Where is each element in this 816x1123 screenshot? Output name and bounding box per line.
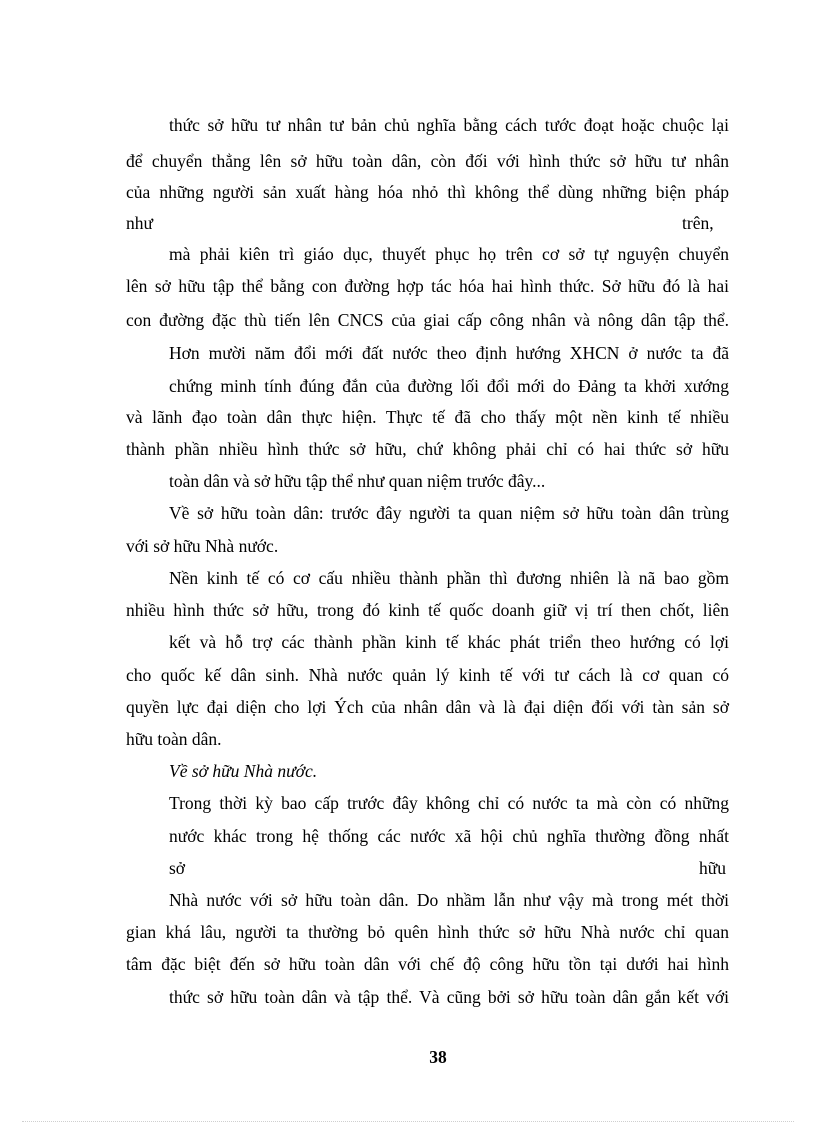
text-line: quyền lực đại diện cho lợi Ých của nhân dân và là đại diện đối với tàn sản sở [126, 697, 729, 717]
text-line: sở [169, 858, 186, 878]
text-line: hữu toàn dân. [126, 729, 222, 749]
text-line: Nhà nước với sở hữu toàn dân. Do nhầm lẫn như vậy mà trong mét thời [169, 890, 729, 910]
text-line: Hơn mười năm đổi mới đất nước theo định hướng XHCN ở nước ta đã [169, 343, 729, 363]
text-line: cho quốc kế dân sinh. Nhà nước quản lý kinh tế với tư cách là cơ quan có [126, 665, 729, 685]
text-line: tâm đặc biệt đến sở hữu toàn dân với chế độ công hữu tồn tại dưới hai hình [126, 954, 729, 974]
text-line: lên sở hữu tập thể bằng con đường hợp tác hóa hai hình thức. Sở hữu đó là hai [126, 276, 729, 296]
text-line: gian khá lâu, người ta thường bỏ quên hình thức sở hữu Nhà nước chỉ quan [126, 922, 729, 942]
text-line: như [126, 213, 153, 233]
text-line: chứng minh tính đúng đắn của đường lối đổi mới do Đảng ta khởi xướng [169, 376, 729, 396]
text-line: nhiều hình thức sở hữu, trong đó kinh tế quốc doanh giữ vị trí then chốt, liên [126, 600, 729, 620]
text-line: của những người sản xuất hàng hóa nhỏ thì không thể dùng những biện pháp [126, 182, 729, 202]
text-line: mà phải kiên trì giáo dục, thuyết phục họ trên cơ sở tự nguyện chuyển [169, 244, 729, 264]
text-line: toàn dân và sở hữu tập thể như quan niệm trước đây... [169, 471, 546, 491]
text-line: thức sở hữu toàn dân và tập thể. Và cũng bởi sở hữu toàn dân gắn kết với [169, 987, 729, 1007]
text-line: thức sở hữu tư nhân tư bản chủ nghĩa bằng cách tước đoạt hoặc chuộc lại [169, 115, 729, 135]
page-number: 38 [429, 1047, 447, 1067]
text-line: với sở hữu Nhà nước. [126, 536, 279, 556]
text-line: trên, [682, 213, 714, 233]
text-line: Về sở hữu toàn dân: trước đây người ta quan niệm sở hữu toàn dân trùng [169, 503, 729, 523]
text-line: Nền kinh tế có cơ cấu nhiều thành phần thì đương nhiên là nã bao gồm [169, 568, 729, 588]
text-line: kết và hỗ trợ các thành phần kinh tế khác phát triển theo hướng có lợi [169, 632, 729, 652]
text-line: thành phần nhiều hình thức sở hữu, chứ không phải chỉ có hai thức sở hữu [126, 439, 729, 459]
page-bottom-divider [22, 1121, 794, 1122]
text-line: để chuyển thẳng lên sở hữu toàn dân, còn đối với hình thức sở hữu tư nhân [126, 151, 729, 171]
text-line: Trong thời kỳ bao cấp trước đây không chỉ có nước ta mà còn có những [169, 793, 729, 813]
section-heading: Về sở hữu Nhà nước. [169, 761, 318, 781]
text-line: nước khác trong hệ thống các nước xã hội chủ nghĩa thường đồng nhất [169, 826, 729, 846]
text-line: và lãnh đạo toàn dân thực hiện. Thực tế đã cho thấy một nền kinh tế nhiều [126, 407, 729, 427]
text-line: con đường đặc thù tiến lên CNCS của giai cấp công nhân và nông dân tập thể. [126, 310, 729, 330]
text-line: hữu [699, 858, 726, 878]
